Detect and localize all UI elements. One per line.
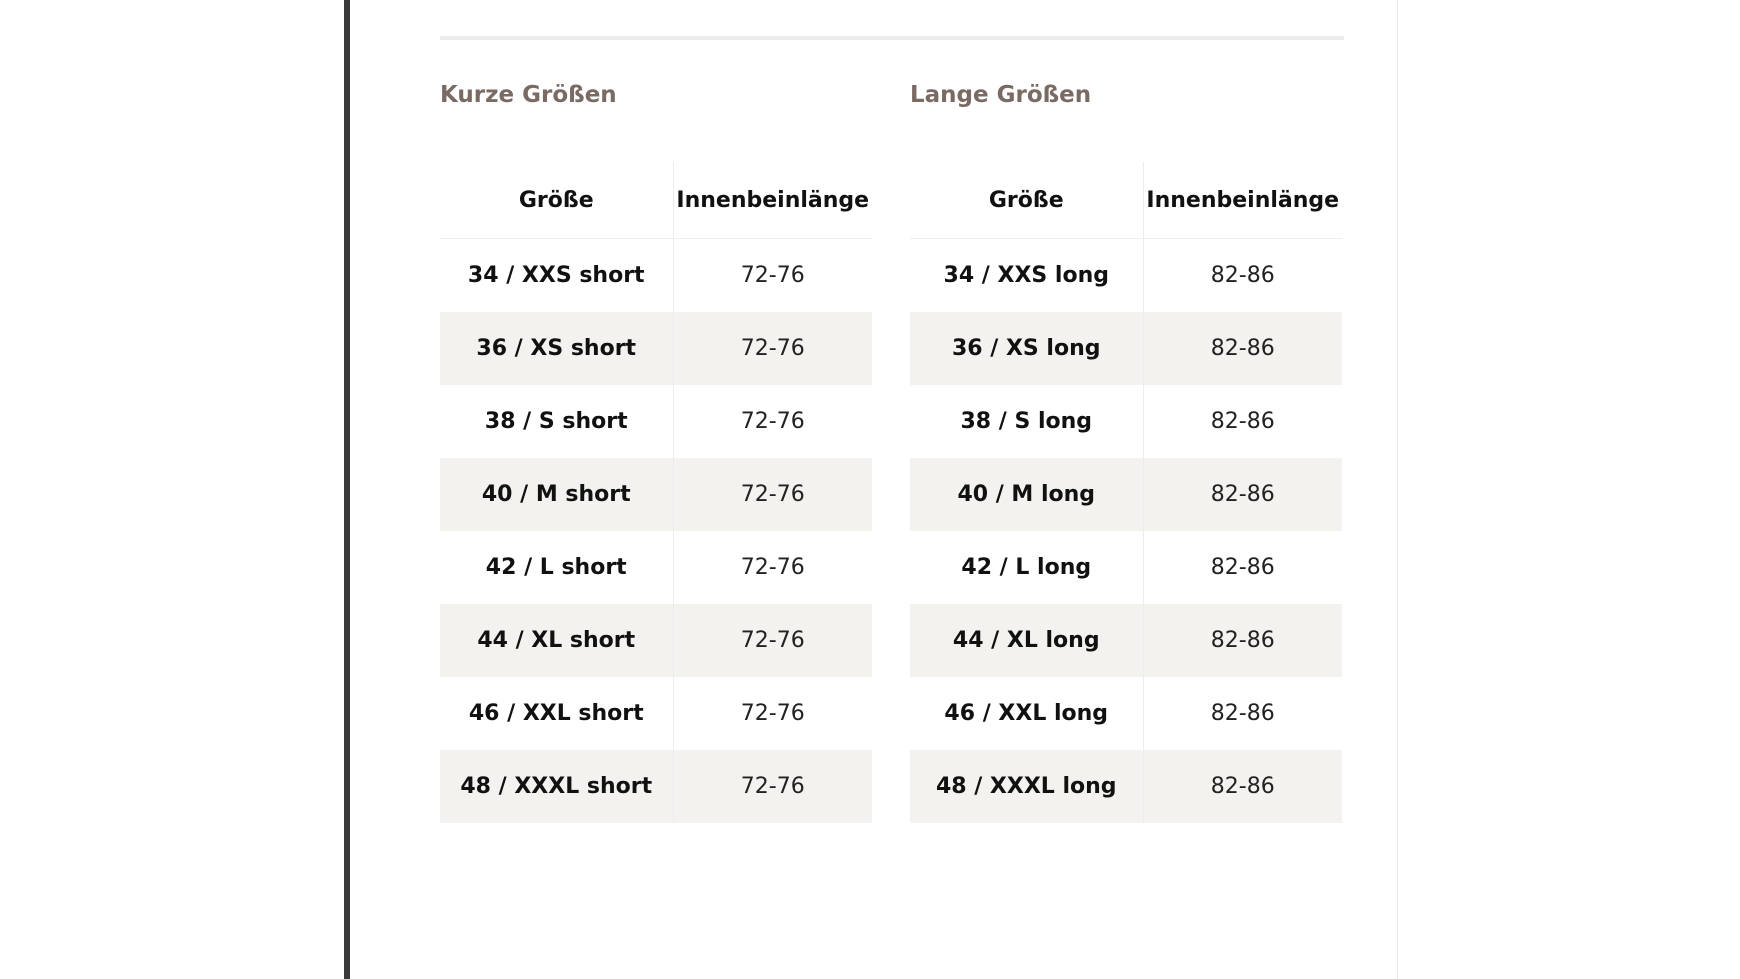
inseam-cell: 72-76 [740,409,805,434]
table-row [440,677,872,750]
table-row [910,750,1342,823]
size-cell: 34 / XXS short [440,239,673,313]
right-border [1397,0,1398,979]
table-row [910,531,1342,604]
inseam-cell: 82-86 [1143,750,1342,823]
inseam-cell: 72-76 [740,263,805,288]
table-row [910,385,1342,458]
size-cell: 40 / M long [910,458,1143,531]
long-sizes-title: Lange Größen [910,82,1092,108]
inseam-cell: 82-86 [1210,555,1275,580]
table-row [910,458,1342,531]
header-size: Größe [440,162,673,239]
size-cell: 44 / XL short [440,604,673,677]
size-cell: 46 / XXL short [440,677,673,750]
left-border [344,0,350,979]
table-row [910,677,1342,750]
short-sizes-table [440,162,872,823]
table-row [440,458,872,531]
inseam-cell: 82-86 [1210,701,1275,726]
table-row [440,312,872,385]
header-inseam: Innenbeinlänge [673,162,872,239]
inseam-cell: 82-86 [1143,604,1342,677]
inseam-cell: 82-86 [1143,458,1342,531]
size-cell: 38 / S short [440,385,673,458]
long-sizes-section [910,80,1342,823]
table-row [910,604,1342,677]
size-cell: 38 / S long [910,385,1143,458]
table-header-row [910,162,1342,239]
size-cell: 40 / M short [440,458,673,531]
inseam-cell: 72-76 [673,458,872,531]
size-cell: 34 / XXS long [910,239,1143,313]
inseam-cell: 82-86 [1210,263,1275,288]
inseam-cell: 72-76 [740,701,805,726]
table-row [910,239,1342,313]
header-size: Größe [910,162,1143,239]
inseam-cell: 82-86 [1210,409,1275,434]
header-inseam: Innenbeinlänge [1143,162,1342,239]
size-cell: 36 / XS short [440,312,673,385]
table-row [440,385,872,458]
size-cell: 44 / XL long [910,604,1143,677]
top-divider [440,36,1344,40]
long-sizes-table [910,162,1342,823]
table-header-row [440,162,872,239]
size-cell: 42 / L long [910,531,1143,604]
table-row [440,531,872,604]
table-row [910,312,1342,385]
inseam-cell: 72-76 [673,312,872,385]
size-cell: 42 / L short [440,531,673,604]
size-cell: 36 / XS long [910,312,1143,385]
table-row [440,239,872,313]
inseam-cell: 72-76 [673,604,872,677]
table-row [440,604,872,677]
inseam-cell: 82-86 [1143,312,1342,385]
size-cell: 48 / XXXL long [910,750,1143,823]
inseam-cell: 72-76 [673,750,872,823]
size-cell: 48 / XXXL short [440,750,673,823]
inseam-cell: 72-76 [740,555,805,580]
short-sizes-title: Kurze Größen [440,82,617,108]
size-cell: 46 / XXL long [910,677,1143,750]
short-sizes-section [440,80,872,823]
table-row [440,750,872,823]
